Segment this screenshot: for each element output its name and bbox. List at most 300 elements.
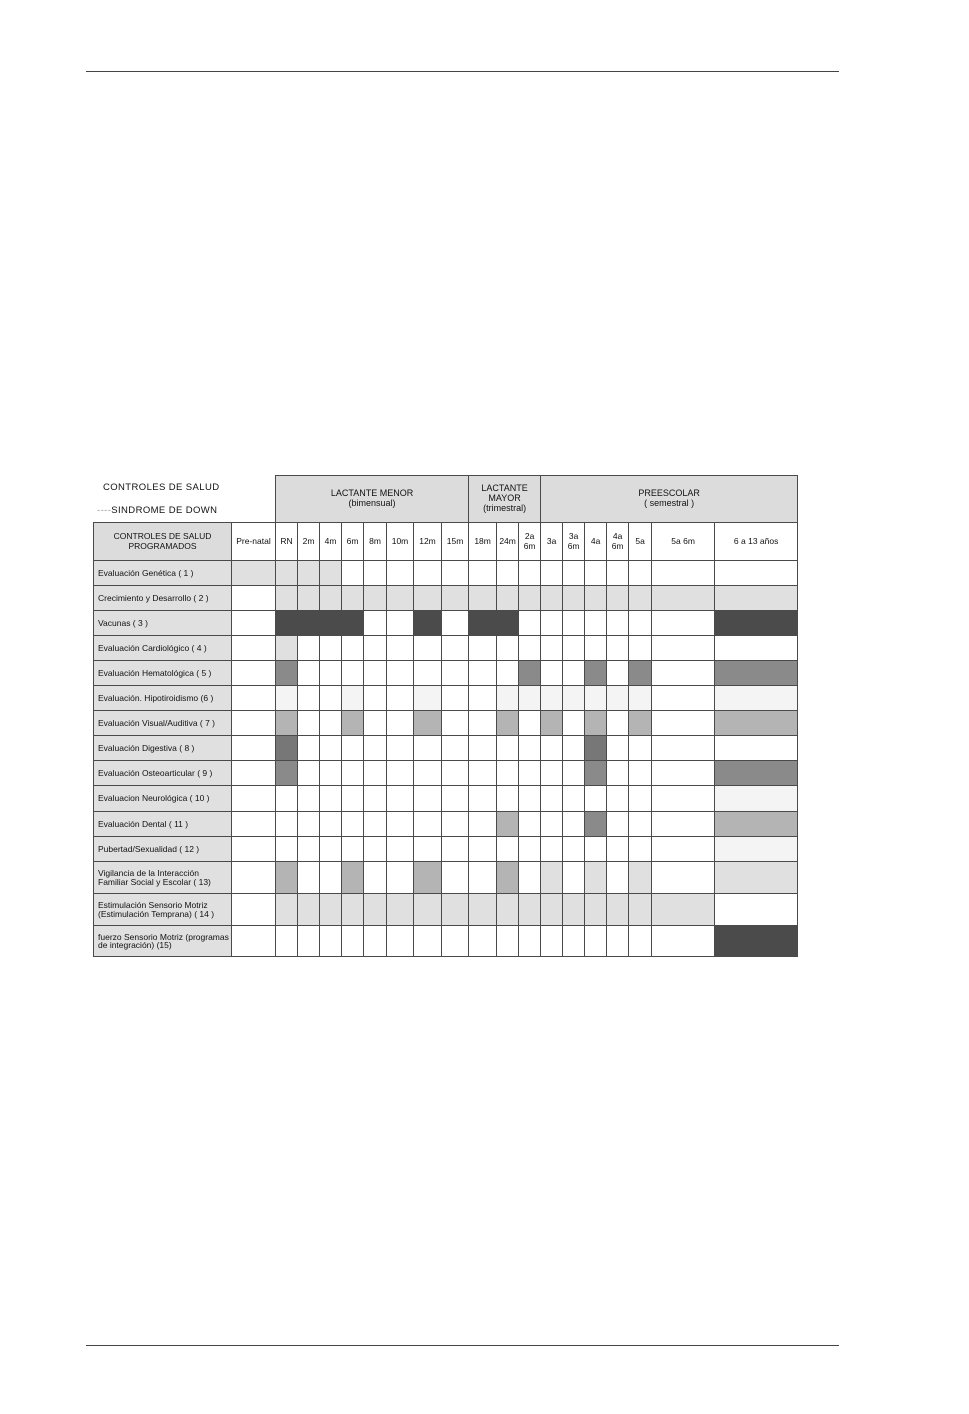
schedule-cell: [320, 711, 342, 736]
schedule-cell: [276, 586, 298, 611]
schedule-cell: [276, 661, 298, 686]
column-header-14: 4a: [585, 523, 607, 561]
row-label: Pubertad/Sexualidad ( 12 ): [94, 837, 232, 862]
schedule-cell: [629, 686, 652, 711]
column-header-3: 4m: [320, 523, 342, 561]
schedule-cell: [387, 812, 414, 837]
group-header-1: [469, 476, 541, 523]
schedule-cell: [519, 711, 541, 736]
schedule-cell: [607, 686, 629, 711]
schedule-cell: [442, 926, 469, 957]
row-label: Evaluación Cardiológico ( 4 ): [94, 636, 232, 661]
schedule-cell: [607, 894, 629, 926]
schedule-cell: [715, 812, 798, 837]
schedule-cell: [232, 926, 276, 957]
schedule-cell: [387, 611, 414, 636]
schedule-cell: [387, 561, 414, 586]
schedule-cell: [232, 561, 276, 586]
schedule-cell: [320, 586, 342, 611]
schedule-cell: [364, 686, 387, 711]
schedule-cell: [232, 611, 276, 636]
schedule-cell: [607, 611, 629, 636]
schedule-cell: [497, 661, 519, 686]
schedule-cell: [414, 611, 442, 636]
column-header-10: 24m: [497, 523, 519, 561]
schedule-cell: [563, 711, 585, 736]
table-row: [94, 812, 798, 837]
schedule-cell: [387, 837, 414, 862]
schedule-cell: [232, 686, 276, 711]
schedule-cell: [629, 926, 652, 957]
controls-header: CONTROLES DE SALUD PROGRAMADOS: [94, 523, 232, 561]
schedule-cell: [541, 786, 563, 812]
schedule-cell: [387, 736, 414, 761]
schedule-cell: [519, 686, 541, 711]
schedule-cell: [519, 561, 541, 586]
schedule-cell: [629, 894, 652, 926]
schedule-cell: [629, 761, 652, 786]
schedule-cell: [414, 711, 442, 736]
schedule-cell: [232, 761, 276, 786]
schedule-cell: [414, 926, 442, 957]
schedule-cell: [364, 661, 387, 686]
schedule-cell: [585, 812, 607, 837]
schedule-cell: [607, 661, 629, 686]
schedule-cell: [298, 661, 320, 686]
schedule-cell: [342, 761, 364, 786]
schedule-cell: [298, 711, 320, 736]
schedule-cell: [342, 636, 364, 661]
schedule-cell: [469, 636, 497, 661]
schedule-cell: [629, 611, 652, 636]
schedule-cell: [469, 837, 497, 862]
row-label: Evaluación Dental ( 11 ): [94, 812, 232, 837]
schedule-cell: [563, 561, 585, 586]
schedule-cell: [387, 786, 414, 812]
column-header-9: 18m: [469, 523, 497, 561]
schedule-cell: [607, 812, 629, 837]
schedule-cell: [276, 636, 298, 661]
schedule-cell: [320, 837, 342, 862]
schedule-cell: [519, 786, 541, 812]
schedule-cell: [585, 711, 607, 736]
schedule-cell: [715, 561, 798, 586]
schedule-cell: [342, 611, 364, 636]
schedule-cell: [442, 812, 469, 837]
schedule-cell: [497, 812, 519, 837]
schedule-cell: [629, 812, 652, 837]
table-row: [94, 837, 798, 862]
schedule-cell: [715, 736, 798, 761]
schedule-cell: [715, 894, 798, 926]
header-rule: [86, 71, 839, 72]
schedule-cell: [414, 812, 442, 837]
schedule-cell: [519, 661, 541, 686]
schedule-cell: [563, 837, 585, 862]
schedule-cell: [364, 561, 387, 586]
schedule-cell: [585, 586, 607, 611]
schedule-cell: [519, 736, 541, 761]
schedule-cell: [387, 586, 414, 611]
schedule-cell: [414, 586, 442, 611]
column-header-1: RN: [276, 523, 298, 561]
schedule-cell: [342, 711, 364, 736]
group-name: LACTANTE MAYOR: [481, 483, 528, 504]
schedule-cell: [364, 761, 387, 786]
schedule-cell: [442, 862, 469, 894]
schedule-cell: [298, 894, 320, 926]
schedule-cell: [442, 786, 469, 812]
column-header-7: 12m: [414, 523, 442, 561]
schedule-cell: [519, 837, 541, 862]
schedule-cell: [541, 561, 563, 586]
schedule-cell: [607, 711, 629, 736]
schedule-cell: [232, 812, 276, 837]
schedule-cell: [342, 812, 364, 837]
schedule-cell: [298, 736, 320, 761]
schedule-cell: [320, 661, 342, 686]
table-row: [94, 686, 798, 711]
schedule-cell: [232, 894, 276, 926]
schedule-cell: [519, 636, 541, 661]
schedule-cell: [276, 686, 298, 711]
schedule-cell: [276, 761, 298, 786]
schedule-cell: [298, 862, 320, 894]
schedule-cell: [232, 736, 276, 761]
schedule-cell: [519, 761, 541, 786]
schedule-cell: [497, 837, 519, 862]
table-row: [94, 736, 798, 761]
schedule-cell: [541, 812, 563, 837]
schedule-cell: [541, 586, 563, 611]
row-label: Evaluación. Hipotiroidismo (6 ): [94, 686, 232, 711]
schedule-cell: [276, 611, 298, 636]
schedule-cell: [414, 686, 442, 711]
row-label: Vigilancia de la Interacción Familiar Social y Escolar ( 13): [94, 862, 232, 894]
schedule-cell: [652, 862, 715, 894]
schedule-cell: [298, 761, 320, 786]
schedule-cell: [563, 926, 585, 957]
table-row: [94, 661, 798, 686]
schedule-cell: [364, 711, 387, 736]
schedule-cell: [607, 636, 629, 661]
schedule-cell: [298, 926, 320, 957]
schedule-cell: [387, 661, 414, 686]
schedule-cell: [364, 926, 387, 957]
schedule-cell: [414, 661, 442, 686]
schedule-cell: [232, 711, 276, 736]
schedule-cell: [497, 761, 519, 786]
schedule-cell: [342, 894, 364, 926]
schedule-cell: [715, 586, 798, 611]
schedule-cell: [276, 711, 298, 736]
schedule-cell: [541, 862, 563, 894]
schedule-cell: [342, 736, 364, 761]
schedule-cell: [629, 736, 652, 761]
schedule-cell: [715, 837, 798, 862]
table-row: [94, 926, 798, 957]
schedule-cell: [298, 786, 320, 812]
schedule-cell: [364, 611, 387, 636]
schedule-cell: [469, 736, 497, 761]
group-name: LACTANTE MENOR: [330, 488, 414, 499]
schedule-cell: [519, 894, 541, 926]
schedule-cell: [652, 761, 715, 786]
row-label: Evaluacion Neurológica ( 10 ): [94, 786, 232, 812]
schedule-cell: [232, 586, 276, 611]
schedule-cell: [541, 686, 563, 711]
schedule-cell: [652, 894, 715, 926]
schedule-cell: [585, 862, 607, 894]
schedule-cell: [320, 636, 342, 661]
table-row: [94, 711, 798, 736]
schedule-cell: [387, 636, 414, 661]
schedule-cell: [469, 786, 497, 812]
schedule-cell: [320, 611, 342, 636]
schedule-cell: [414, 636, 442, 661]
schedule-cell: [629, 661, 652, 686]
schedule-cell: [497, 862, 519, 894]
title-cell: [94, 476, 276, 523]
schedule-cell: [607, 837, 629, 862]
title-syndrome: SINDROME DE DOWN: [111, 505, 218, 516]
row-label: Vacunas ( 3 ): [94, 611, 232, 636]
schedule-cell: [715, 786, 798, 812]
column-header-row: [94, 523, 798, 561]
schedule-cell: [607, 761, 629, 786]
schedule-cell: [563, 636, 585, 661]
schedule-cell: [585, 611, 607, 636]
schedule-cell: [585, 837, 607, 862]
schedule-cell: [469, 586, 497, 611]
schedule-cell: [563, 862, 585, 894]
schedule-cell: [320, 812, 342, 837]
schedule-cell: [469, 661, 497, 686]
schedule-cell: [607, 736, 629, 761]
schedule-cell: [652, 812, 715, 837]
schedule-cell: [442, 711, 469, 736]
group-frequency: (bimensual): [348, 498, 396, 508]
schedule-cell: [320, 736, 342, 761]
schedule-cell: [519, 586, 541, 611]
schedule-cell: [414, 561, 442, 586]
schedule-cell: [541, 837, 563, 862]
schedule-cell: [414, 894, 442, 926]
row-label: Evaluación Hematológica ( 5 ): [94, 661, 232, 686]
schedule-cell: [364, 862, 387, 894]
schedule-cell: [298, 812, 320, 837]
schedule-cell: [563, 586, 585, 611]
title-line-1: CONTROLES DE SALUD: [103, 482, 220, 493]
schedule-cell: [320, 561, 342, 586]
schedule-cell: [607, 586, 629, 611]
schedule-cell: [414, 786, 442, 812]
schedule-cell: [276, 894, 298, 926]
schedule-cell: [629, 711, 652, 736]
schedule-cell: [298, 561, 320, 586]
schedule-cell: [276, 837, 298, 862]
schedule-cell: [652, 586, 715, 611]
schedule-cell: [652, 736, 715, 761]
schedule-cell: [563, 894, 585, 926]
table-row: [94, 761, 798, 786]
schedule-cell: [442, 686, 469, 711]
schedule-cell: [519, 611, 541, 636]
schedule-cell: [387, 686, 414, 711]
row-label: Evaluación Visual/Auditiva ( 7 ): [94, 711, 232, 736]
schedule-cell: [652, 561, 715, 586]
schedule-cell: [629, 837, 652, 862]
schedule-cell: [364, 586, 387, 611]
schedule-cell: [585, 926, 607, 957]
schedule-cell: [320, 926, 342, 957]
column-header-11: 2a 6m: [519, 523, 541, 561]
schedule-cell: [629, 561, 652, 586]
schedule-cell: [585, 736, 607, 761]
row-label: Evaluación Genética ( 1 ): [94, 561, 232, 586]
group-frequency: (trimestral): [483, 502, 527, 513]
schedule-cell: [629, 636, 652, 661]
row-label: Evaluación Digestiva ( 8 ): [94, 736, 232, 761]
column-header-2: 2m: [298, 523, 320, 561]
schedule-cell: [342, 686, 364, 711]
column-header-5: 8m: [364, 523, 387, 561]
schedule-cell: [541, 736, 563, 761]
schedule-cell: [497, 686, 519, 711]
schedule-cell: [541, 926, 563, 957]
schedule-cell: [652, 661, 715, 686]
schedule-cell: [607, 926, 629, 957]
schedule-cell: [232, 837, 276, 862]
schedule-cell: [442, 561, 469, 586]
table-row: [94, 786, 798, 812]
column-header-13: 3a 6m: [563, 523, 585, 561]
schedule-cell: [298, 686, 320, 711]
schedule-cell: [652, 837, 715, 862]
group-header-row: [94, 476, 798, 523]
schedule-cell: [342, 862, 364, 894]
schedule-cell: [585, 786, 607, 812]
schedule-cell: [563, 786, 585, 812]
health-control-schedule-table: [93, 475, 798, 957]
schedule-cell: [652, 926, 715, 957]
schedule-cell: [298, 586, 320, 611]
schedule-cell: [387, 862, 414, 894]
schedule-cell: [563, 761, 585, 786]
schedule-cell: [442, 661, 469, 686]
schedule-cell: [342, 661, 364, 686]
schedule-cell: [442, 761, 469, 786]
schedule-cell: [563, 736, 585, 761]
schedule-cell: [232, 661, 276, 686]
schedule-cell: [541, 636, 563, 661]
schedule-cell: [414, 736, 442, 761]
row-label: fuerzo Sensorio Motriz (programas de integración) (15): [94, 926, 232, 957]
schedule-cell: [519, 926, 541, 957]
schedule-cell: [320, 761, 342, 786]
schedule-cell: [497, 586, 519, 611]
schedule-cell: [497, 611, 519, 636]
schedule-cell: [364, 786, 387, 812]
schedule-cell: [442, 586, 469, 611]
schedule-cell: [563, 611, 585, 636]
schedule-cell: [232, 786, 276, 812]
schedule-cell: [442, 837, 469, 862]
schedule-cell: [497, 736, 519, 761]
schedule-cell: [715, 711, 798, 736]
schedule-cell: [469, 711, 497, 736]
column-header-16: 5a: [629, 523, 652, 561]
group-name: PREESCOLAR: [638, 488, 700, 499]
schedule-cell: [442, 736, 469, 761]
schedule-cell: [715, 761, 798, 786]
schedule-cell: [563, 661, 585, 686]
schedule-cell: [585, 761, 607, 786]
schedule-cell: [629, 786, 652, 812]
table-row: [94, 586, 798, 611]
title-dots: ----: [97, 505, 112, 516]
table-row: [94, 561, 798, 586]
schedule-cell: [469, 862, 497, 894]
column-header-0: Pre-natal: [232, 523, 276, 561]
schedule-cell: [232, 862, 276, 894]
schedule-cell: [320, 786, 342, 812]
schedule-cell: [652, 711, 715, 736]
schedule-cell: [364, 812, 387, 837]
schedule-cell: [715, 862, 798, 894]
schedule-cell: [320, 894, 342, 926]
schedule-cell: [585, 686, 607, 711]
column-header-8: 15m: [442, 523, 469, 561]
schedule-cell: [298, 636, 320, 661]
schedule-cell: [276, 926, 298, 957]
schedule-cell: [276, 736, 298, 761]
table-row: [94, 894, 798, 926]
group-header-0: [276, 476, 469, 523]
schedule-cell: [342, 926, 364, 957]
schedule-cell: [715, 686, 798, 711]
schedule-cell: [469, 894, 497, 926]
schedule-cell: [629, 862, 652, 894]
table-row: [94, 611, 798, 636]
schedule-cell: [607, 561, 629, 586]
schedule-cell: [607, 786, 629, 812]
schedule-cell: [497, 711, 519, 736]
schedule-cell: [232, 636, 276, 661]
schedule-cell: [342, 837, 364, 862]
schedule-cell: [563, 686, 585, 711]
schedule-cell: [541, 661, 563, 686]
schedule-cell: [652, 786, 715, 812]
schedule-cell: [387, 711, 414, 736]
schedule-cell: [585, 661, 607, 686]
schedule-cell: [342, 586, 364, 611]
schedule-cell: [541, 711, 563, 736]
schedule-cell: [715, 636, 798, 661]
schedule-cell: [497, 561, 519, 586]
group-frequency: ( semestral ): [644, 498, 695, 508]
schedule-cell: [497, 894, 519, 926]
schedule-cell: [652, 686, 715, 711]
schedule-cell: [585, 894, 607, 926]
schedule-cell: [715, 661, 798, 686]
column-header-15: 4a 6m: [607, 523, 629, 561]
schedule-cell: [469, 686, 497, 711]
column-header-17: 5a 6m: [652, 523, 715, 561]
schedule-cell: [519, 812, 541, 837]
row-label: Evaluación Osteoarticular ( 9 ): [94, 761, 232, 786]
column-header-4: 6m: [342, 523, 364, 561]
